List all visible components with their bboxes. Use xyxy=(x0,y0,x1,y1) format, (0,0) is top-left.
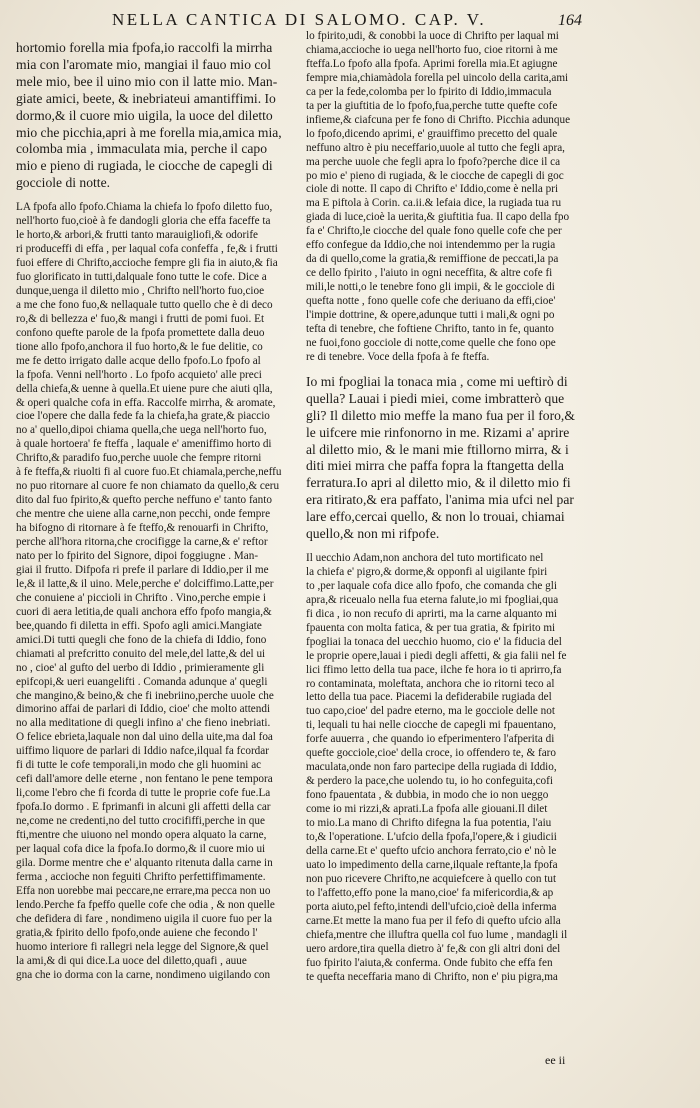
commentary-line: porta aiuto,pel fefto,intendi dell'ufcio,cioè della inferma xyxy=(306,900,557,913)
commentary-line: fteffa.Lo fpofo alla fpofa. Aprimi forella mia.Et agiugne xyxy=(306,57,558,70)
commentary-line: fuo glorificato in tutti,dalquale fono tutte le cofe. Dice a xyxy=(16,270,267,283)
commentary-line: li,come l'ebro che fi fcorda di tutte le proprie cofe fue.La xyxy=(16,787,271,800)
commentary-line: dito dal fuo fpirito,& quefto perche neffuno e' tanto fanto xyxy=(16,494,272,507)
commentary-line: la fpofa. Venni nell'horto . Lo fpofo acquieto' alle preci xyxy=(16,368,262,381)
commentary-line: gna che io dorma con la carne, nondimeno uigilando con xyxy=(16,968,271,981)
commentary-line: letto della tua pace. Piacemi la defiderabile rugiada del xyxy=(306,691,552,704)
verse-line: lare effo,cercai quello, & non lo trouai, chiamai xyxy=(306,509,565,525)
commentary-line: infieme,& ciafcuna per fe fono di Chrifto. Picchia adunque xyxy=(306,113,571,126)
commentary-line: ca per la fede,colomba per lo fpirito di Iddio,immacula xyxy=(306,85,552,98)
commentary-line: ciole di notte. Il capo di Chrifto e' Iddio,come è nella pri xyxy=(306,183,559,196)
commentary-line: carne.Et mette la mano fua per il fefo di quefto ufcio alla xyxy=(306,914,561,927)
commentary-line: non puo ricevere Chrifto,ne acquiefcere à quello con tut xyxy=(306,872,557,885)
commentary-line: fpofa.Io dormo . E fprimanfi in alcuni gli affetti della car xyxy=(16,801,271,814)
commentary-line: ne,come ne credenti,no del tutto crocififfi,perche in que xyxy=(16,815,265,828)
verse-line: mio che picchia,apri à me forella mia,amica mia, xyxy=(16,124,282,140)
right-commentary-bottom xyxy=(306,552,692,985)
commentary-line: fti,mentre che uiuono nel mondo opera alquato la carne, xyxy=(16,829,267,842)
commentary-line: Chrifto,& paradifo fuo,perche uuole che fempre ritorni xyxy=(16,452,262,465)
commentary-line: confono quefte parole de la fpofa promettete dalla deuo xyxy=(16,326,265,339)
verse-line: mia con l'aromate mio, mangiai il fauo mio col xyxy=(16,56,271,72)
commentary-line: che defidera di fare , nondimeno uigila il cuore fuo per la xyxy=(16,912,272,925)
commentary-line: le horto,& arbori,& frutti tanto marauigliofi,& odorife xyxy=(16,229,259,242)
commentary-line: huomo interiore fi rallegri nela legge del Signore,& quel xyxy=(16,940,269,953)
commentary-line: forfe auuerra , che quando io efperimentero l'afperita di xyxy=(306,733,555,746)
verse-line: gocciole di notte. xyxy=(16,175,110,191)
commentary-line: tione allo fpofo,anchora il fuo horto,& le fue delitie, co xyxy=(16,340,263,353)
commentary-line: fuo fpirito l'aiuta,& conferma. Onde fubito che effa fen xyxy=(306,956,553,969)
commentary-line: la ami,& di qui dice.La uoce del diletto,quafi , auue xyxy=(16,954,247,967)
commentary-line: effo confegue da Iddio,che noi intendemmo per la rugia xyxy=(306,239,556,252)
commentary-line: giada di luce,cioè la uerita,& giuftitia fua. Il capo della fpo xyxy=(306,211,570,224)
commentary-line: dimorino affai de parlari di Iddio, cioe' che molto attendi xyxy=(16,703,271,716)
commentary-line: Il uecchio Adam,non anchora del tuto mortificato nel xyxy=(306,551,544,564)
commentary-line: le,& il latte,& il uino. Mele,perche e' dolciffimo.Latte,per xyxy=(16,577,274,590)
signature-mark: ee ii xyxy=(545,1053,566,1067)
commentary-line: à fe fteffa,& riuolti fi al cuore fuo.Et chiamala,perche,neffu xyxy=(16,466,282,479)
commentary-line: ri produceffi di effa , per laqual cofa confeffa , fe,& i frutti xyxy=(16,243,278,256)
commentary-line: ma E piftola à Corin. ca.ii.& lefaia dice, la rugiada tua ru xyxy=(306,197,562,210)
right-column xyxy=(306,30,692,984)
commentary-line: quefta notte , fono quelle cofe che deriuano da effi,cioe' xyxy=(306,295,556,308)
commentary-line: cuori di aera letitia,de quali anchora effo fpofo mangia,& xyxy=(16,605,272,618)
commentary-line: me fe detto irrigato dalle acque dello fpofo.Lo fpofo al xyxy=(16,354,261,367)
commentary-line: neffuno altro è piu neceffario,uuole al tutto che fegli apra, xyxy=(306,141,565,154)
commentary-line: che mangino,& beino,& che fi inebriino,perche uuole che xyxy=(16,689,274,702)
commentary-line: ne fuoi,fono gocciole di notte,come quelle che fono ope xyxy=(306,336,556,349)
verse-line: colomba mia , immaculata mia, perche il capo xyxy=(16,141,268,157)
commentary-line: no a' quello,dipoi chiama quella,che uega nell'horto fuo, xyxy=(16,424,267,437)
verse-line: Io mi fpogliai la tonaca mia , come mi ueftirò di xyxy=(306,373,568,389)
commentary-line: lo fpirito,udi, & conobbi la uoce di Chrifto per laqual mi xyxy=(306,30,559,42)
commentary-line: chiama,accioche io uega nell'horto fuo, cioe ritorni à me xyxy=(306,43,558,56)
commentary-line: à quale hortoera' fe fteffa , laquale e' ameniffimo horto di xyxy=(16,438,272,451)
commentary-line: quefte gocciole,cioe' della croce, io offendero te, & faro xyxy=(306,747,556,760)
commentary-line: bee,quando fi diletta in effi. Spofo agli amici.Mangiate xyxy=(16,619,262,632)
commentary-line: dunque,uenga il diletto mio , Chrifto nell'horto fuo,cioe xyxy=(16,284,265,297)
commentary-line: nell'horto fuo,cioè à fe dandogli gloria che effa faceffe ta xyxy=(16,215,271,228)
verse-line: le uifcere mie rinfonorno in me. Rizami a' aprire xyxy=(306,424,570,440)
verse-line: gli? Il diletto mio meffe la mano fua per il foro,& xyxy=(306,407,575,423)
verse-line: mele mio, bee il uino mio con il latte mio. Man- xyxy=(16,73,278,89)
commentary-line: chiefa,mentre che illuftra quella col fuo lume , mandagli il xyxy=(306,928,568,941)
commentary-line: della carne.Et e' quefto ufcio anchora ferrato,cio e' nò le xyxy=(306,844,557,857)
commentary-line: epifcopi,& ueri euangelifti . Comanda adunque a' quegli xyxy=(16,675,268,688)
commentary-line: le proprie opere,lauai i piedi degli affetti, & gia falii nel fe xyxy=(306,649,567,662)
commentary-line: fi di tutte le cofe temporali,in modo che gli huomini ac xyxy=(16,759,262,772)
verse-line: diti miei mirra che paffa fopra la ftangetta della xyxy=(306,458,564,474)
commentary-line: cefi dall'amore delle eterne , non fentano le pene tempora xyxy=(16,773,273,786)
commentary-line: uato lo impedimento della carne,ilquale reftante,la fpofa xyxy=(306,858,558,871)
commentary-line: apra,& riceualo nella fua eterna falute,io mi fpogliai,qua xyxy=(306,593,559,606)
commentary-line: ma perche uuole che fegli apra lo fpofo?perche dice il ca xyxy=(306,155,561,168)
commentary-line: della chiefa,& uenne à quella.Et uiene pure che aiuti qlla, xyxy=(16,382,273,395)
commentary-line: come io mi rizzi,& aprati.La fpofa alle giouani.Il dilet xyxy=(306,803,548,816)
commentary-line: nato per lo fpirito del Signore, dipoi foggiugne . Man- xyxy=(16,549,259,562)
right-commentary-top xyxy=(306,30,692,365)
left-verse-block xyxy=(16,40,304,192)
commentary-line: po mio e' pieno di rugiada, & le ciocche de capegli di goc xyxy=(306,169,564,182)
left-commentary-block xyxy=(16,201,304,982)
commentary-line: & operi qualche cofa in effa. Raccolfe mirrha, & aromate, xyxy=(16,396,276,409)
commentary-line: to l'affetto,effo pone la mano,cioe' fa mifericordia,& ap xyxy=(306,886,554,899)
commentary-line: no , cioe' al gufto del uerbo di Iddio , primieramente gli xyxy=(16,661,265,674)
verse-line: ferratura.Io apri al diletto mio, & il diletto mio fi xyxy=(306,475,571,491)
verse-line: giate amici, beete, & inebriateui amantiffimi. Io xyxy=(16,90,276,106)
running-title: NELLA CANTICA DI SALOMO. CAP. V. xyxy=(112,10,487,29)
verse-line: al diletto mio, & le mani mie ftillorno mirra, & i xyxy=(306,441,569,457)
commentary-line: ti, lequali tu hai nelle ciocche de capegli mi fpauentano, xyxy=(306,719,557,732)
commentary-line: perche all'hora ritorna,che crocifigge la carne,& e' reftor xyxy=(16,536,268,549)
verse-line: dormo,& il cuore mio uigila, la uoce del diletto xyxy=(16,107,273,123)
commentary-line: a me che fono fuo,& nellaquale tutto quello che è di deco xyxy=(16,298,273,311)
commentary-line: ferma , accioche non feguiti Chrifto perfettiffimamente. xyxy=(16,870,266,883)
commentary-line: ro,& di bellezza e' fuo,& mangi i frutti de pomi fuoi. Et xyxy=(16,312,265,325)
commentary-line: amici.Di tutti quegli che fono de la chiefa di Iddio, fono xyxy=(16,633,267,646)
commentary-line: cioe l'opere che dalla fede fa la chiefa,ha grate,& piaccio xyxy=(16,410,270,423)
commentary-line: che conuiene a' piccioli in Chrifto . Vino,perche empie i xyxy=(16,591,266,604)
commentary-line: Effa non uorebbe mai peccare,ne errare,ma pecca non uo xyxy=(16,884,271,897)
verse-line: era ritirato,& era paffato, l'anima mia ufci nel par xyxy=(306,492,574,508)
commentary-line: mili,le notti,o le tenebre fono gli impii, & le gocciole di xyxy=(306,281,555,294)
commentary-line: to mio.La mano di Chrifto difegna la fua potentia, l'aiu xyxy=(306,817,552,830)
right-verse-block xyxy=(306,374,692,543)
verse-line: hortomio forella mia fpofa,io raccolfi la mirrha xyxy=(16,40,273,55)
commentary-line: da di quello,come la gratia,& remiffione de peccati,la pa xyxy=(306,253,559,266)
commentary-line: fpauenta con molta fatica, & per tua gratia, & fpirito mi xyxy=(306,621,556,634)
page-number: 164 xyxy=(558,12,582,29)
commentary-line: ta per la giuftitia de lo fpofo,fua,perche tutte quefte cofe xyxy=(306,99,558,112)
commentary-line: gila. Dorme mentre che e' alquanto ritenuta dalla carne in xyxy=(16,856,273,869)
commentary-line: chiamati al prefcritto conuito del mele,del latte,& del ui xyxy=(16,647,266,660)
commentary-line: lici ffimo letto della tua pace, ilche fe hora io ti aprirro,fa xyxy=(306,663,562,676)
commentary-line: lo fpofo,dicendo aprimi, e' grauiffimo precetto del quale xyxy=(306,127,558,140)
commentary-line: ha bifogno di ritornare à fe fteffo,& renouarfi in Chrifto, xyxy=(16,522,269,535)
verse-line: quella? Lauai i piedi miei, come imbratterò que xyxy=(306,390,565,406)
commentary-line: la chiefa e' pigro,& dorme,& opponfi al uigilante fpiri xyxy=(306,565,548,578)
verse-line: quello,& non mi rifpofe. xyxy=(306,526,440,542)
commentary-line: uero ardore,tira quella dietro à' fe,& con gli altri doni del xyxy=(306,942,561,955)
commentary-line: per laqual cofa dice la fpofa.Io dormo,& il cuore mio ui xyxy=(16,843,266,855)
commentary-line: giai il frutto. Difpofa ri prefe il parlare di Iddio,per il me xyxy=(16,563,269,576)
commentary-line: che mentre che uiene alla carne,non pecchi, onde fempre xyxy=(16,508,271,521)
commentary-line: no alla meditatione di quegli infino a' che fieno inebriati. xyxy=(16,717,271,730)
commentary-line: fuoi effere di Chrifto,accioche fempre gli fia in aiuto,& fia xyxy=(16,256,278,269)
commentary-line: lendo.Perche fa fpeffo quelle cofe che odia , & non quelle xyxy=(16,898,275,911)
commentary-line: maculata,onde non faro partecipe della rugiada di Iddio, xyxy=(306,761,557,774)
commentary-line: tuo capo,cioe' del padre eterno, ma le gocciole delle not xyxy=(306,705,555,718)
commentary-line: to,& l'operatione. L'ufcio della fpofa,l'opere,& i giudicii xyxy=(306,831,557,843)
commentary-line: LA fpofa allo fpofo.Chiama la chiefa lo fpofo diletto fuo, xyxy=(16,201,273,214)
commentary-line: l'impie dottrine, & opere,adunque tutti i mali,& ogni po xyxy=(306,309,555,322)
commentary-line: fono fpauentata , & dubbia, in modo che io non ueggo xyxy=(306,789,549,802)
commentary-line: fi dica , io non recufo di aprirti, ma la carne alquanto mi xyxy=(306,607,558,620)
commentary-line: ce dello fpirito , l'aiuto in ogni neceffita, & altre cofe fi xyxy=(306,267,553,280)
left-column xyxy=(16,40,304,983)
commentary-line: to ,per laquale cofa dice allo fpofo, che comanda che gli xyxy=(306,579,557,592)
commentary-line: uiffimo liquore de parlari di Iddio nafce,ilqual fa fcordar xyxy=(16,745,269,758)
commentary-line: fpogliai la tonaca del uecchio huomo, cio e' la fiducia del xyxy=(306,635,562,648)
commentary-line: gratia,& fpirito dello fpofo,onde auiene che fecondo l' xyxy=(16,926,258,939)
commentary-line: re di tenebre. Voce della fpofa à fe fteffa. xyxy=(306,350,490,363)
commentary-line: fempre mia,chiamàdola forella pel uincolo della carita,ami xyxy=(306,71,569,84)
commentary-line: te quefta neceffaria mano di Chrifto, non e' piu pigra,ma xyxy=(306,970,558,983)
commentary-line: O felice ebrieta,laquale non dal uino della uite,ma dal foa xyxy=(16,731,273,744)
commentary-line: tefta di tenebre, che foftiene Chrifto, tanto in fe, quanto xyxy=(306,323,554,336)
commentary-line: ro contaminata, moleftata, anchora che io ritorni teco al xyxy=(306,677,555,690)
commentary-line: & perdero la pace,che uolendo tu, io ho confeguita,cofi xyxy=(306,775,553,788)
commentary-line: no puo ritornare al cuore fe non chiamato da quello,& ceru xyxy=(16,480,280,493)
verse-line: mio e pieno di rugiada, le ciocche de capegli di xyxy=(16,158,273,174)
commentary-line: fa e' Chrifto,le ciocche del quale fono quelle cofe che per xyxy=(306,225,562,238)
